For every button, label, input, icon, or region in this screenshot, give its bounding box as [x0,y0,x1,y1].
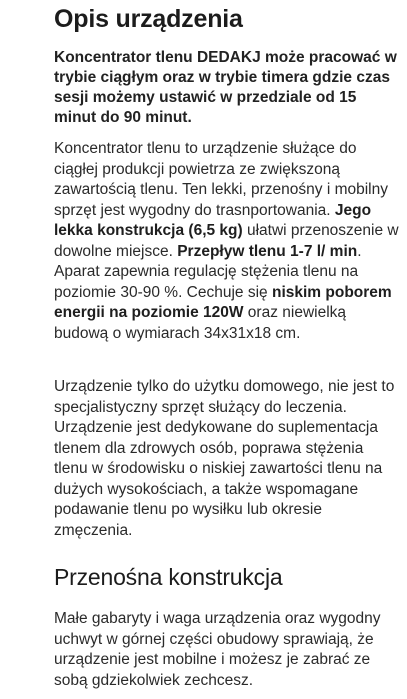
text-run: oraz niewielką budową o wymiarach 34x31x18 cm. [54,304,347,342]
section-title-description: Opis urządzenia [54,5,243,33]
text-run: Koncentrator tlenu to urządzenie służące do ciągłej produkcji powietrza ze zwiększoną zawartością tlenu. Ten lekki, przenośny i mobilny sprzęt jest wygodny do trasnportowania. [54,140,388,219]
lead-paragraph: Koncentrator tlenu DEDAKJ może pracować w trybie ciągłym oraz w trybie timera gdzie czas sesji możemy ustawić w przedziale od 15 minut do 90 minut. [54,49,397,126]
power-highlight: niskim poborem energii na poziomie 120W [54,283,392,321]
flow-highlight: Przepływ tlenu 1-7 l/ min [177,242,358,260]
weight-highlight: Jego lekka konstrukcja (6,5 kg) [54,201,372,239]
description-paragraph-2: Urządzenie tylko do użytku domowego, nie jest to specjalistyczny sprzęt służący do leczenia. Urządzenie jest dedykowane do suplementacja tlenem dla zdrowych osób, poprawa stężenia tlenu w środowisku o niskiej zawartości tlenu na dużych wysokościach, a także wspomagane podawanie tlenu po wysiłku lub okresie zmęczenia. [54,378,395,539]
text-run: . Aparat zapewnia regulację stężenia tlenu na poziomie 30-90 %. Cechuje się [54,242,362,301]
text-run: ułatwi przenoszenie w dowolne miejsce. [54,222,399,260]
portable-paragraph: Małe gabaryty i waga urządzenia oraz wygodny uchwyt w górnej części obudowy sprawiają, że urządzenie jest mobilne i możesz je zabrać ze sobą gdziekolwiek zechcesz. [54,610,381,689]
description-paragraph-1 [54,139,399,344]
section-title-portable: Przenośna konstrukcja [54,564,283,590]
